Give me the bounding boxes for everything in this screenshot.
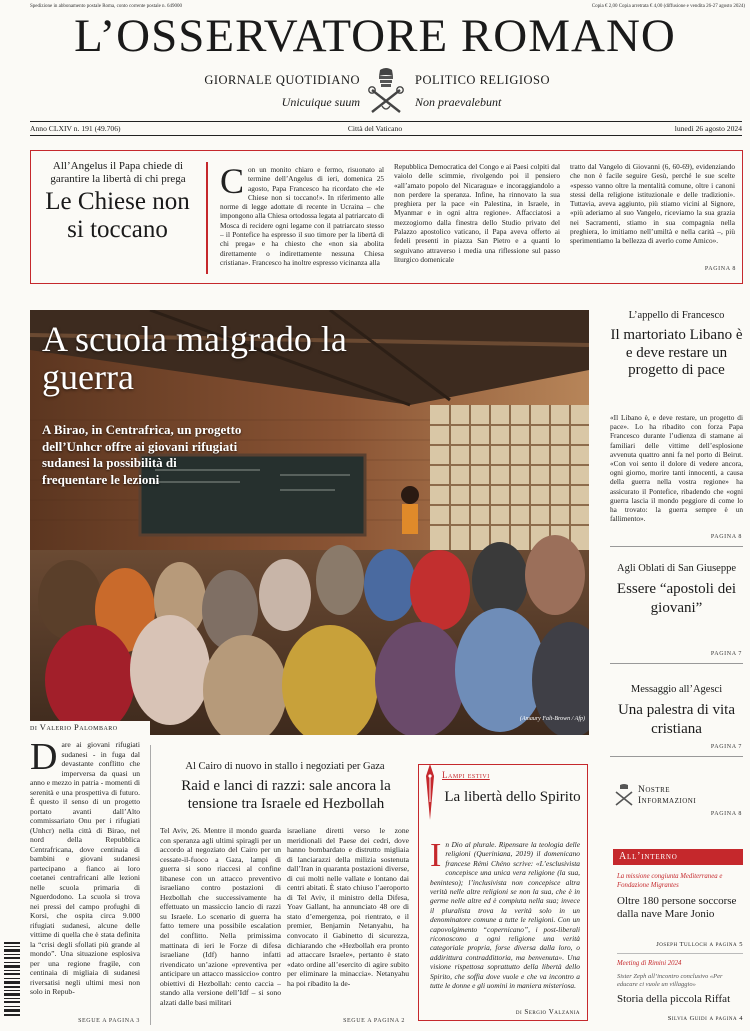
scuola-byline: di Valerio Palombaro — [30, 722, 118, 732]
issue-number: Anno CLXIV n. 191 (49.706) — [30, 124, 121, 133]
raid-column-2: israeliane diretti verso le zone meridionali del Paese dei cedri, dove hanno bombardato e distrutto migliaia di lanciarazzi della milizia sostenuta dall’Iran in quaranta postazioni diverse, di cui molti nelle vallate e lontano dai centri abitati. È stato chiuso l’aeroporto di Tel Aviv, il ministro della Difesa, Yoav Gallant, ha annunciato 48 ore di stato d’emergenza, poi rientrato, e il premier, Benjamin Netanyahu, ha convocato il Gabinetto di sicurezza, dichiarando che «Hezbollah era pronto ad attaccare Israele», pertanto è stato «dato ordine all’esercito di agire subito per eliminare la minaccia». Netanyahu ha poi ribadito la de- — [287, 826, 409, 988]
lampi-headline[interactable]: La libertà dello Spirito — [444, 789, 581, 805]
lampi-kicker: Lampi estivi — [442, 770, 490, 780]
motto-left: Unicuique suum — [281, 95, 360, 109]
interno-item-2-kicker: Meeting di Rimini 2024 — [617, 960, 682, 967]
libano-headline[interactable]: Il martoriato Libano è e deve restare un progetto di pace — [610, 327, 743, 378]
postal-note: Spedizione in abbonamento postale Roma, conto corrente postale n. 649000 — [30, 4, 183, 9]
photo-credit: (Amaury Falt-Brown / Afp) — [519, 716, 585, 722]
vatican-emblem-icon — [613, 783, 635, 807]
libano-page-ref[interactable]: PAGINA 8 — [710, 534, 742, 540]
raid-headline[interactable]: Raid e lanci di razzi: sale ancora la tensione tra Israele ed Hezbollah — [181, 778, 391, 812]
scuola-dropcap: D — [30, 740, 58, 778]
oblati-kicker: Agli Oblati di San Giuseppe — [617, 563, 736, 574]
price-note: Copia € 2,00 Copia arretrata € 4,00 (diffusione e vendita 26-27 agosto 2024) — [591, 4, 745, 9]
interno-item-1-title[interactable]: Oltre 180 persone soccorse dalla nave Mare Jonio — [617, 895, 737, 920]
subtitle-right: POLITICO RELIGIOSO — [415, 73, 551, 87]
agesci-kicker: Messaggio all’Agesci — [630, 684, 723, 695]
lampi-dropcap: I — [430, 840, 442, 874]
fountain-pen-icon — [423, 762, 437, 822]
raid-page-ref[interactable]: SEGUE A PAGINA 2 — [343, 1018, 405, 1024]
scuola-page-ref[interactable]: SEGUE A PAGINA 3 — [78, 1018, 140, 1024]
interno-item-2-ref[interactable]: Silvia Guidi a pagina 4 — [667, 1015, 743, 1022]
agesci-headline[interactable]: Una palestra di vita cristiana — [617, 702, 736, 737]
agesci-page-ref[interactable]: PAGINA 7 — [710, 744, 742, 750]
issue-date: lunedì 26 agosto 2024 — [674, 124, 742, 133]
oblati-headline[interactable]: Essere “apostoli dei giovani” — [616, 581, 737, 616]
angelus-dropcap: C — [220, 165, 245, 201]
interno-item-2-title[interactable]: Storia della piccola Riffat — [617, 993, 731, 1005]
angelus-column-3: tratto dal Vangelo di Giovanni (6, 60-69), evidenziando che non è facile seguire Gesù, perché le sue scelte «spesso vanno oltre la mentalità comune, oltre i canoni stessi della religione istituzionale e delle tradizioni». Tuttavia, aveva aggiunto, più stiamo vicini al Signore, «più aderiamo al suo Vangelo, riceviamo la sua grazia nei Sacramenti, stiamo in sua compagnia nella preghiera, lo imitiamo nell’umiltà e nella carità –, più sperimentiamo la bellezza di averlo come Amico». — [570, 162, 735, 246]
photo-headline[interactable]: A scuola malgrado la guerra — [42, 319, 347, 397]
photo-subhead: A Birao, in Centrafrica, un progetto dell’Unhcr offre ai giovani rifugiati sudanesi la possibilità di frequentare le lezioni — [42, 422, 242, 487]
lampi-byline: di Sergio Valzania — [515, 1008, 580, 1016]
vatican-coat-of-arms-icon — [362, 66, 410, 116]
angelus-headline[interactable]: Le Chiese non si toccano — [45, 188, 190, 243]
libano-text: «Il Libano è, e deve restare, un progetto di pace». Lo ha ribadito con forza Papa Francesco durante l’udienza di stamane ai familiari delle vittime dell’esplosione avvenuta quattro anni fa nel porto di Beirut. «Con voi sento il dolore di vedere ancora, ogni giorno, morire tanti innocenti, a causa della guerra nella vostra regione» ha assicurato il Pontefice, ribadendo che «ogni guerra lascia il mondo peggiore di come lo ha trovato: la guerra sempre è un fallimento». — [610, 413, 743, 524]
angelus-column-1: Con un monito chiaro e fermo, risuonato al termine dell’Angelus di ieri, domenica 25 agosto, Papa Francesco ha ricordato che «le Chiese non si toccano!». In riferimento alle norme di legge adottate di recente in Ucraina – che impongono alla Chiesa ortodossa legata al patriarcato di Mosca di recidere ogni legame con il patriarcato stesso – il Pontefice ha espresso il suo timore per la libertà di chi prega» e ha chiesto che «non sia abolita direttamente o indirettamente nessuna Chiesa cristiana». Francesco ha inoltre espresso vicinanza alla — [220, 165, 384, 267]
angelus-kicker: All’Angelus il Papa chiede di garantire la libertà di chi prega — [50, 160, 186, 185]
libano-kicker: L’appello di Francesco — [628, 310, 725, 321]
interno-item-1-kicker: La missione congiunta Mediterranea e Fondazione Migrantes — [617, 873, 723, 889]
newspaper-title[interactable]: L’OSSERVATORE ROMANO — [74, 10, 676, 62]
city: Città del Vaticano — [347, 124, 403, 133]
raid-kicker: Al Cairo di nuovo in stallo i negoziati per Gaza — [185, 761, 385, 772]
interno-item-1-ref[interactable]: Joseph Tulloch a pagina 5 — [656, 941, 743, 948]
angelus-red-divider — [206, 162, 208, 274]
nostre-label[interactable]: Nostre Informazioni — [638, 785, 697, 806]
barcode — [4, 940, 20, 1020]
nostre-page-ref[interactable]: PAGINA 8 — [710, 811, 742, 817]
interno-label: All’interno — [619, 851, 678, 862]
raid-column-1: Tel Aviv, 26. Mentre il mondo guarda con speranza agli ultimi spiragli per un accordo al negoziato del Cairo per un cessate-il-fuoco a Gaza, lampi di guerra si sono riaccesi al confine libanese con un attacco preventivo israeliano contro postazioni di Hezbollah che successivamente ha effettuato un massiccio lancio di razzi su Israele. Lo scenario di guerra ha fatto temere una possibile escalation del conflitto. Nella primissima mattinata di ieri le Forze di difesa israeliane (Idf) hanno infatti rivendicato un’azione «preventiva per anticipare un attacco massiccio» contro obiettivi di Hezbollah: cento caccia – stando alla versione dell’Idf – si sono alzati dalle basi militari — [160, 826, 281, 1007]
angelus-page-ref[interactable]: PAGINA 8 — [704, 266, 736, 272]
scuola-text: Dare ai giovani rifugiati sudanesi - in fuga dal devastante conflitto che imperversa da quasi un anno e mezzo in patria - momenti di serenità e una prospettiva di futuro. È questo il senso di un progetto portato avanti dall’Alto commissariato Onu per i rifugiati (Unhcr) nella città di Birao, nel nord della Repubblica Centrafricana, dove centinaia di bambini e giovani sudanesi partecipano a fianco ai loro coetanei centrafricani alle lezioni nelle scuola primaria di Nguerdodono. La scuola si trova nei pressi del campo profughi di Korsi, che ospita circa 9.000 rifugiati sudanesi, alcune delle vittime di quella che è stata definita la “crisi degli sfollati più grande al mondo”. Una situazione esplosiva per una regione fragile, con centinaia di migliaia di sudanesi riversatisi negli ultimi mesi non solo in Repub- — [30, 740, 140, 996]
interno-item-2-sub: Sister Zeph all’incontro conclusivo «Per educare ci vuole un villaggio» — [617, 973, 723, 988]
oblati-page-ref[interactable]: PAGINA 7 — [710, 651, 742, 657]
motto-right: Non praevalebunt — [415, 95, 502, 109]
subtitle-left: GIORNALE QUOTIDIANO — [204, 73, 360, 87]
angelus-column-2: Repubblica Democratica del Congo e ai Paesi colpiti dal vaiolo delle scimmie, rivolgendo poi il pensiero «all’amato popolo del Nicaragua» e incoraggiandolo a non perdere la speranza. Infine, ha rinnovato la sua preghiera per la pace «in Palestina, in Israele, in Myanmar e in ogni altra regione». Affacciatosi a mezzogiorno dalla finestra dello Studio privato del Palazzo apostolico vaticano, il Papa aveva offerto ai fedeli presenti in piazza San Pietro e a quanti lo seguivano attraverso i media una riflessione sul passo liturgico domenicale — [394, 162, 560, 264]
lampi-text: In Dio al plurale. Ripensare la teologia delle religioni (Queriniana, 2019) il domenicano francese Rémi Chéno scrive: «L’esclusivista concepisce una unica vera religione (la sua, beninteso); l’inclusivista non concepisce altra verità nelle altre religioni se non la sua, che è in germe nelle altre ed è compiuta nella sua; invece il pluralista trova la verità solo in un denominatore comune a tutte le religioni. Con un capovolgimento “copernicano”, i post-liberali riconoscono a ogni religione una verità categoriale propria, forse diversa dalla loro, o addirittura contraddittoria, ma benvenuta». Una visione rispettosa soprattutto della libertà dello Spirito, che soffia dove vuole e che va incontro a tutte le donne e gli uomini in maniera misteriosa. — [430, 840, 580, 991]
